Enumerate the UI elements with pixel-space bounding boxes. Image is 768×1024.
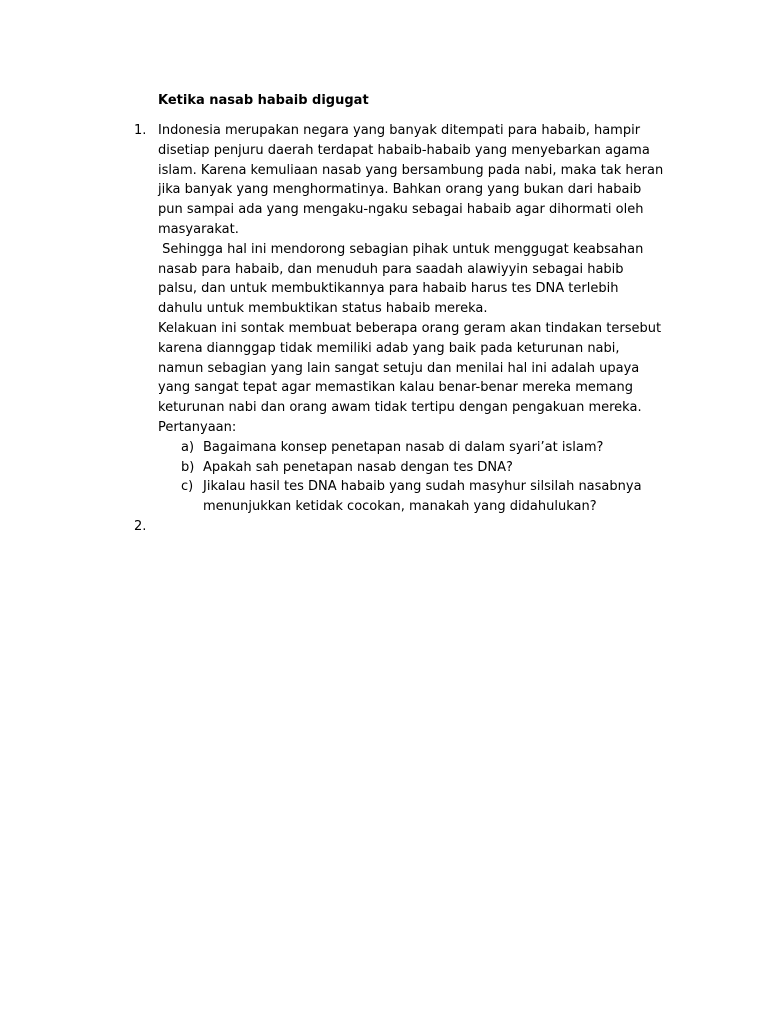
question-item — [158, 477, 664, 517]
question-list — [158, 438, 664, 517]
questions-heading: Pertanyaan: — [158, 419, 237, 435]
question-label: b) — [181, 459, 195, 475]
list-item — [134, 517, 664, 537]
document-title: Ketika nasab habaib digugat — [158, 93, 369, 108]
question-label: c) — [181, 479, 194, 495]
question-label: a) — [181, 439, 195, 455]
question-item — [158, 458, 664, 478]
numbered-list — [134, 121, 668, 537]
question-text: Jikalau hasil tes DNA habaib yang sudah masyhur silsilah nasabnya menunjukkan ketidak cocokan, manakah yang didahulukan? — [203, 479, 642, 515]
paragraph: Sehingga hal ini mendorong sebagian pihak untuk menggugat keabsahan nasab para habaib, dan menuduh para saadah alawiyyin sebagai habib palsu, dan untuk membuktikannya para habaib harus tes DNA terlebih dahulu untuk membuktikan status habaib mereka. — [158, 241, 648, 317]
question-item — [158, 438, 664, 458]
question-text: Apakah sah penetapan nasab dengan tes DNA? — [203, 459, 513, 475]
paragraph: Kelakuan ini sontak membuat beberapa orang geram akan tindakan tersebut karena diannggap tidak memiliki adab yang baik pada keturunan nabi, namun sebagian yang lain sangat setuju dan menilai hal ini adalah upaya yang sangat tepat agar memastikan kalau benar-benar mereka memang keturunan nabi dan orang awam tidak tertipu dengan pengakuan mereka. — [158, 320, 666, 416]
paragraph: Indonesia merupakan negara yang banyak ditempati para habaib, hampir disetiap penjuru daerah terdapat habaib-habaib yang menyebarkan agama islam. Karena kemuliaan nasab yang bersambung pada nabi, maka tak heran jika banyak yang menghormatinya. Bahkan orang yang bukan dari habaib pun sampai ada yang mengaku-ngaku sebagai habaib agar dihormati oleh masyarakat. — [158, 123, 668, 237]
list-item — [134, 121, 668, 517]
list-item-number: 1. — [134, 123, 147, 138]
question-text: Bagaimana konsep penetapan nasab di dalam syari’at islam? — [203, 439, 604, 455]
list-item-number: 2. — [134, 518, 147, 534]
